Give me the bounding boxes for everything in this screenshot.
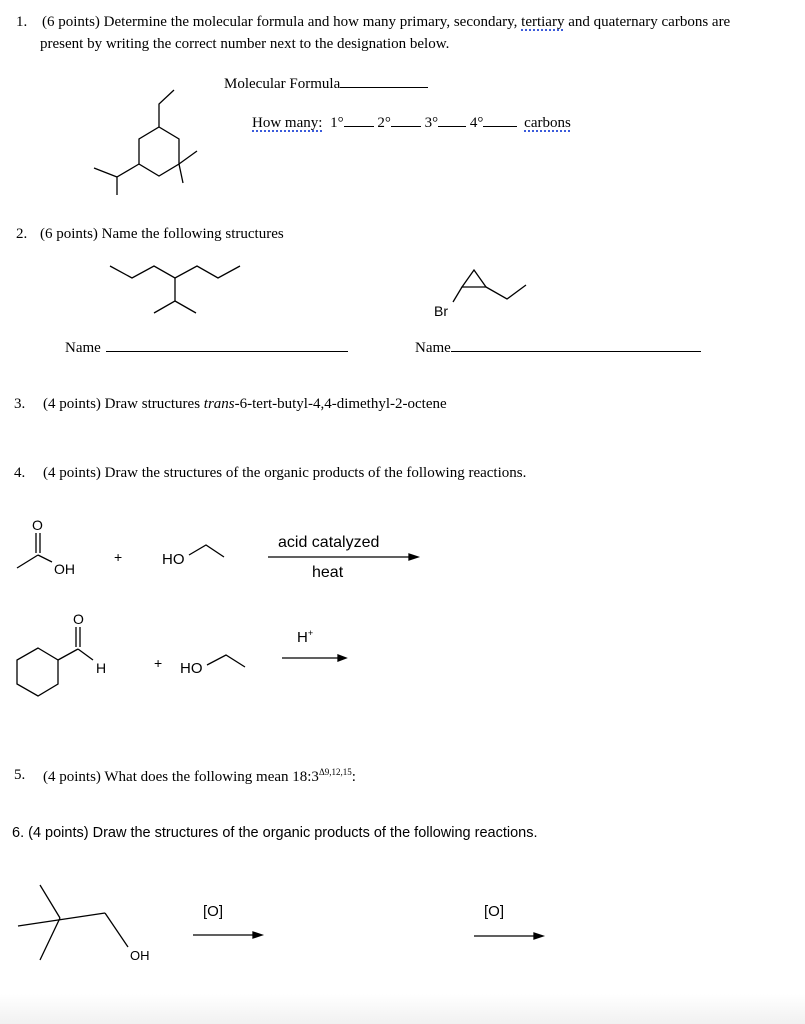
r1-condition-bottom: heat	[312, 564, 344, 581]
q5-number: 5.	[14, 767, 26, 783]
q3-number: 3.	[14, 396, 26, 412]
q3-text-suffix: -6-tert-butyl-4,4-dimethyl-2-octene	[234, 396, 447, 412]
q6-oxidant-right: [O]	[484, 903, 505, 920]
carbons-label: carbons	[524, 115, 571, 131]
q6-hydroxyl: OH	[130, 948, 150, 963]
r1-hydroxyl: OH	[54, 561, 75, 577]
r2-aldehyde-h: H	[96, 660, 107, 676]
q3-text-italic: trans	[203, 396, 235, 412]
r1-plus-sign: +	[114, 549, 123, 565]
q3-text-prefix: (4 points) Draw structures	[43, 396, 204, 412]
q1-line1-end: and quaternary carbons are	[568, 14, 731, 30]
q1-line1: (6 points) Determine the molecular formula and how many primary, secondary,	[42, 14, 518, 30]
quaternary-degree-label: 4°	[469, 115, 484, 131]
q6-oxidant-left: [O]	[203, 903, 224, 920]
tertiary-degree-label: 3°	[424, 115, 439, 131]
r1-condition-top: acid catalyzed	[278, 534, 380, 551]
page-bottom-fade	[0, 994, 805, 1024]
q5-superscript: Δ9,12,15	[318, 767, 352, 777]
how-many-label: How many:	[252, 115, 323, 131]
r1-carbonyl-oxygen: O	[32, 517, 43, 533]
q6-text: 6. (4 points) Draw the structures of the organic products of the following reactions.	[12, 825, 538, 841]
r2-carbonyl-oxygen: O	[73, 611, 84, 627]
q5-suffix: :	[351, 769, 356, 785]
r2-plus-sign: +	[154, 655, 163, 671]
secondary-degree-label: 2°	[377, 115, 391, 131]
q1-tertiary: tertiary	[521, 14, 565, 30]
bromine-label: Br	[434, 303, 448, 319]
q4-number: 4.	[14, 465, 26, 481]
primary-degree-label: 1°	[330, 115, 344, 131]
q1-number: 1.	[16, 14, 28, 30]
r1-alcohol-ho: HO	[162, 551, 185, 568]
q1-text-line2: present by writing the correct number next to the designation below.	[40, 36, 450, 52]
molecular-formula-label: Molecular Formula	[224, 76, 341, 92]
r2-alcohol-ho: HO	[180, 660, 203, 677]
r2-catalyst-charge: +	[307, 628, 314, 638]
q5-text-main: (4 points) What does the following mean 18:3	[43, 769, 319, 785]
q2-number: 2.	[16, 226, 28, 242]
name-label-right: Name	[415, 340, 451, 356]
q2-text: (6 points) Name the following structures	[40, 226, 284, 242]
r2-catalyst-h: H	[297, 629, 308, 646]
q6-right-arrow-head	[534, 933, 543, 939]
name-label-left: Name	[65, 340, 101, 356]
q4-text: (4 points) Draw the structures of the organic products of the following reactions.	[43, 465, 527, 481]
